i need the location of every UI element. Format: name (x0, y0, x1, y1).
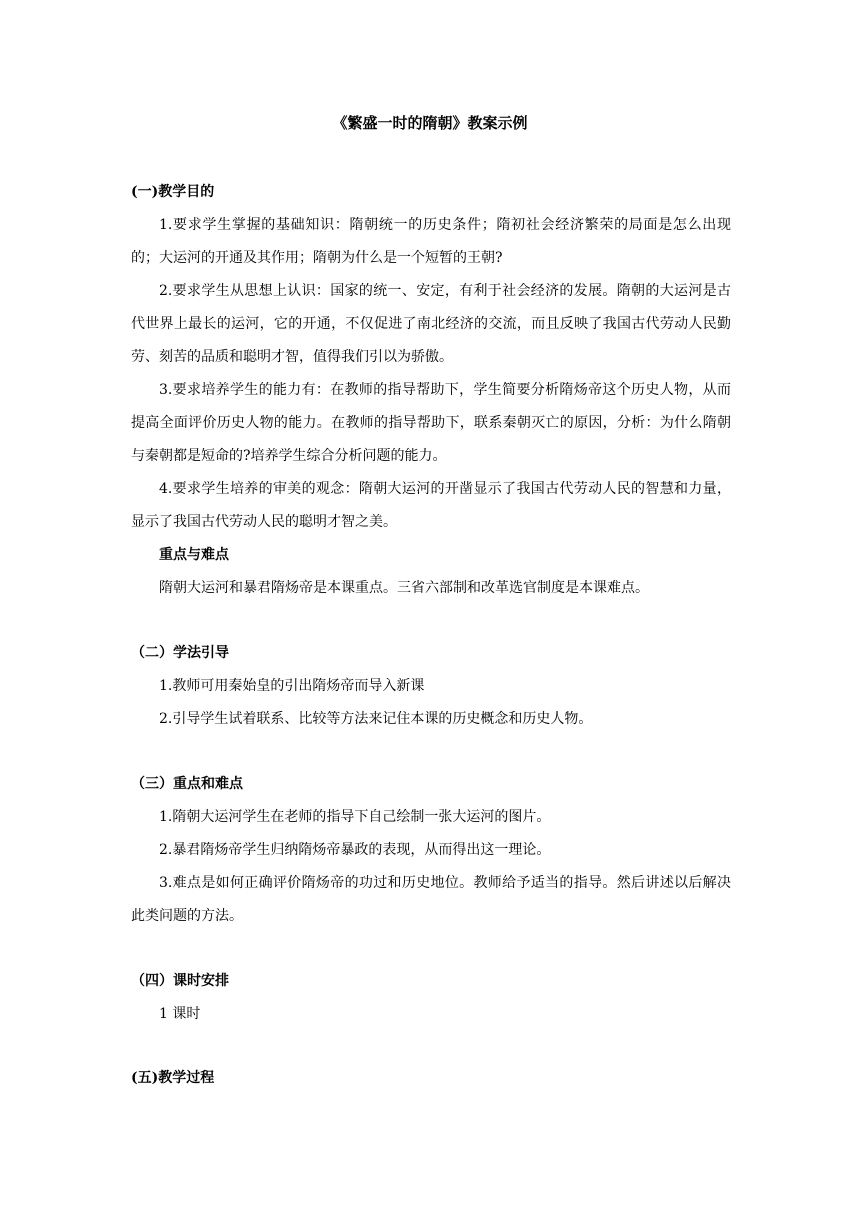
section-spacer (131, 605, 731, 637)
section-heading-learning-method: （二）学法引导 (131, 645, 229, 661)
section-spacer (131, 933, 731, 965)
section-heading-schedule: （四）课时安排 (131, 973, 229, 989)
paragraph-focus-1: 1.隋朝大运河学生在老师的指导下自己绘制一张大运河的图片。 (159, 809, 551, 825)
paragraph-focus-3: 3.难点是如何正确评价隋炀帝的功过和历史地位。教师给予适当的指导。然后讲述以后解决此类问题的方法。 (131, 875, 731, 924)
paragraph-method-1: 1.教师可用秦始皇的引出隋炀帝而导入新课 (159, 678, 425, 694)
document-body (131, 176, 731, 1095)
paragraph-schedule: 1 课时 (159, 1006, 201, 1022)
section-heading-teaching-goals: (一)教学目的 (131, 184, 215, 200)
paragraph-goal-2: 2.要求学生从思想上认识：国家的统一、安定，有利于社会经济的发展。隋朝的大运河是古代世界上最长的运河，它的开通，不仅促进了南北经济的交流，而且反映了我国古代劳动人民勤劳、刻苦的品质和聪明才智，值得我们引以为骄傲。 (131, 283, 731, 365)
section-spacer (131, 736, 731, 768)
section-heading-focus-difficulties: （三）重点和难点 (131, 776, 243, 792)
paragraph-focus-2: 2.暴君隋炀帝学生归纳隋炀帝暴政的表现，从而得出这一理论。 (159, 842, 551, 858)
paragraph-goal-4: 4.要求学生培养的审美的观念：隋朝大运河的开凿显示了我国古代劳动人民的智慧和力量，显示了我国古代劳动人民的聪明才智之美。 (131, 481, 731, 530)
paragraph-key-points: 隋朝大运河和暴君隋炀帝是本课重点。三省六部制和改革选官制度是本课难点。 (159, 580, 649, 596)
subheading-key-points: 重点与难点 (159, 547, 229, 563)
paragraph-method-2: 2.引导学生试着联系、比较等方法来记住本课的历史概念和历史人物。 (159, 711, 593, 727)
section-heading-teaching-process: (五)教学过程 (131, 1070, 215, 1086)
paragraph-goal-3: 3.要求培养学生的能力有：在教师的指导帮助下，学生简要分析隋炀帝这个历史人物，从而提高全面评价历史人物的能力。在教师的指导帮助下，联系秦朝灭亡的原因，分析：为什么隋朝与秦朝都是短命的?培养学生综合分析问题的能力。 (131, 382, 731, 464)
document-title: 《繁盛一时的隋朝》教案示例 (332, 114, 528, 132)
paragraph-goal-1: 1.要求学生掌握的基础知识：隋朝统一的历史条件；隋初社会经济繁荣的局面是怎么出现的；大运河的开通及其作用；隋朝为什么是一个短暂的王朝? (131, 217, 731, 266)
section-spacer (131, 1031, 731, 1062)
